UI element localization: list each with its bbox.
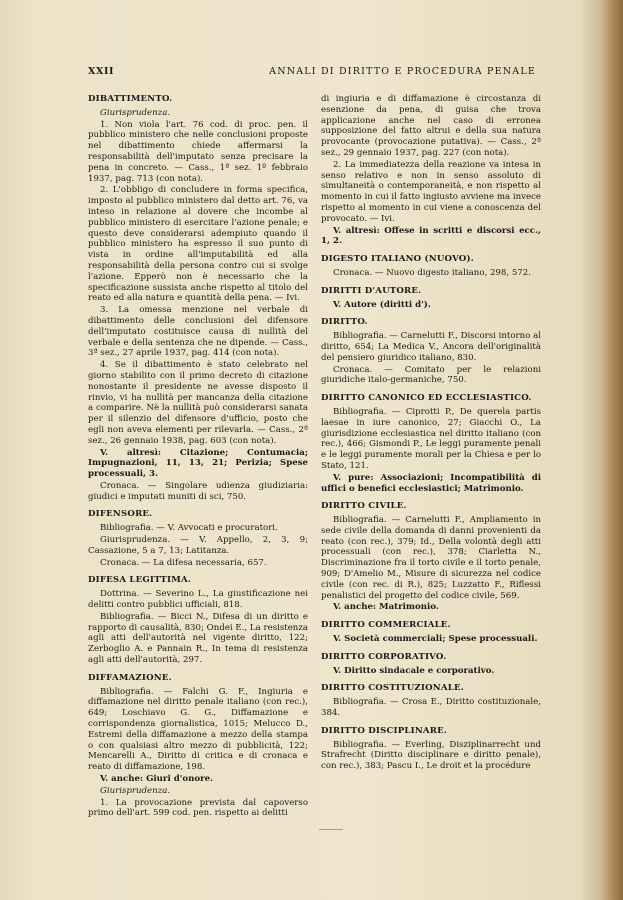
bibliografia-line: Bibliografia. — Ciprotti P., De querela partis laesae in iure canonico, 27; Giacchi O., La giurisdizione ecclesiastica nel diritto italiano (con rec.), 466; Gismondi P., Le leggi puramente penali e le leggi puramente morali per la Chiesa e per lo Stato, 121. [321,406,541,471]
bibliografia-line: Bibliografia. — Falchi G. F., Ingiuria e diffamazione nel diritto penale italiano (con rec.), 649; Loschiavo G. G., Diffamazione e corrispondenza giornalistica, 1015; Melucco D., Estremi della diffamazione a mezzo della stampa o con qualsiasi altro mezzo di pubblicità, 122; Mencarelli A., Diritto di critica e di cronaca e reato di diffamazione, 198. [88,686,308,773]
entry-title-diritto-civile: DIRITTO CIVILE. [321,501,407,512]
entry-title-diritto-costituzionale: DIRITTO COSTITUZIONALE. [321,683,464,694]
entry-title-difesa-legittima: DIFESA LEGITTIMA. [88,575,192,586]
cronaca-line: Cronaca. — Comitato per le relazioni giuridiche italo-germaniche, 750. [321,364,541,386]
see-reference: V. Diritto sindacale e corporativo. [333,665,495,676]
running-title: ANNALI DI DIRITTO E PROCEDURA PENALE [269,66,536,77]
page-number: XXII [88,66,115,77]
bibliografia-line: Bibliografia. — Carnelutti F., Ampliamento in sede civile della domanda di danni provenienti da reato (con rec.), 379; Id., Della volontà degli atti processuali (con rec.), 378; Ciarletta N., Discriminazione fra il torto civile e il torto penale, 909; D'Amelio M., Misure di sicurezza nel codice civile (con rec. di R.), 825; Luzzatto F., Riflessi penalistici del progetto del codice civile, 569. [321,515,541,601]
giurisprudenza-line: Giurisprudenza. — V. Appello, 2, 3, 9; Cassazione, 5 a 7, 13; Latitanza. [88,535,308,556]
entry-title-dibattimento: DIBATTIMENTO. [88,94,173,104]
dottrina-line: Dottrina. — Severino L., La giustificazione nei delitti contro pubblici ufficiali, 818. [88,589,308,611]
paragraph: 3. La omessa menzione nel verbale di dibattimento delle conclusioni del difensore dell'imputato costituisce causa di nullità del verbale e della sentenza che ne dipende. — Cass., 3ª sez., 27 aprile 1937, pag. 414 (con nota). [88,305,308,359]
see-also: V. altresì: Offese in scritti e discorsi ecc., 1, 2. [321,225,541,247]
entry-title-diritto-disciplinare: DIRITTO DISCIPLINARE. [321,725,448,736]
cronaca-line: Cronaca. — La difesa necessaria, 657. [100,557,267,568]
bibliografia-line: Bibliografia. — V. Avvocati e procuratori. [100,523,278,534]
cronaca-line: Cronaca. — Nuovo digesto italiano, 298, 572. [333,267,531,278]
see-also: V. anche: Giuri d'onore. [100,774,214,785]
see-reference: V. Società commerciali; Spese processuali. [333,634,538,645]
bibliografia-line: Bibliografia. — Crosa E., Diritto costituzionale, 384. [321,697,541,719]
entry-title-diffamazione: DIFFAMAZIONE. [88,672,172,683]
entry-title-digesto: DIGESTO ITALIANO (NUOVO). [321,254,474,265]
entry-title-diritto-canonico: DIRITTO CANONICO ED ECCLESIASTICO. [321,393,532,404]
left-column [88,94,308,820]
see-reference: V. Autore (diritti d'). [333,299,431,310]
subhead-giurisprudenza: Giurisprudenza. [100,107,171,118]
see-also: V. altresì: Citazione; Contumacia; Impugnazioni, 11, 13, 21; Perizia; Spese processuali, 3. [88,447,308,480]
entry-title-diritto-corporativo: DIRITTO CORPORATIVO. [321,651,447,662]
see-also: V. pure: Associazioni; Incompatibilità di uffici o benefici ecclesiastici; Matrimonio. [321,472,541,494]
see-also: V. anche: Matrimonio. [333,602,439,613]
paragraph: 2. L'obbligo di concludere in forma specifica, imposto al pubblico ministero dal detto art. 76, va inteso in relazione al dovere che incombe al pubblico ministero di esercitare l'azione penale; e questo deve considerarsi adempiuto quando il pubblico ministero ha espresso il suo punto di vista in ordine all'imputabilità ed alla responsabilità della persona contro cui si svolge l'azione. Epperò non è necessario che la specificazione sussista anche rispetto al titolo del reato ed alla natura e quantità della pena. — Ivi. [88,185,308,304]
paragraph-continued: di ingiuria e di diffamazione è circostanza di esenzione da pena, di guisa che trova applicazione anche nel caso di erronea supposizione del fatto altrui e della sua natura provocante (provocazione putativa). — Cass., 2ª sez., 29 gennaio 1937, pag. 227 (con nota). [321,94,541,158]
subhead-giurisprudenza: Giurisprudenza. [100,785,171,796]
bottom-printer-mark [319,829,343,833]
bibliografia-line: Bibliografia. — Bicci N., Difesa di un diritto e rapporto di causalità, 830; Ondei E., La resistenza agli atti dell'autorità nel vigente diritto, 122; Zerboglio A. e Pannain R., In tema di resistenza agli atti dell'autorità, 297. [88,611,308,666]
entry-title-diritti-autore: DIRITTI D'AUTORE. [321,285,422,296]
entry-title-difensore: DIFENSORE. [88,509,153,520]
entry-title-diritto-commerciale: DIRITTO COMMERCIALE. [321,620,451,631]
bibliografia-line: Bibliografia. — Everling, Disziplinarrecht und Strafrecht (Diritto disciplinare e diritto penale), con rec.), 383; Pascu I., Le droit et la procédure [321,739,541,772]
cronaca-line: Cronaca. — Singolare udienza giudiziaria: giudici e imputati muniti di sci, 750. [88,480,308,502]
paragraph: 1. Non viola l'art. 76 cod. di proc. pen. il pubblico ministero che nelle conclusioni proposte nel dibattimento chiede affermarsi la responsabilità dell'imputato senza precisare la pena in concreto. — Cass., 1ª sez. 1º febbraio 1937, pag. 713 (con nota). [88,119,308,184]
entry-title-diritto: DIRITTO. [321,317,368,328]
bibliografia-line: Bibliografia. — Carnelutti F., Discorsi intorno al diritto, 654; La Medica V., Ancora dell'originalità del pensiero giuridico italiano, 830. [321,331,541,363]
running-header [88,66,536,80]
paragraph: 1. La provocazione prevista dal capoverso primo dell'art. 599 cod. pen. rispetto ai delitti [88,797,308,819]
paragraph: 4. Se il dibattimento è stato celebrato nel giorno stabilito con il primo decreto di citazione nonostante il presidente ne avesse disposto il rinvio, vi ha nullità per mancanza della citazione a comparire. Nè la nullità può considerarsi sanata per il silenzio del difensore d'ufficio, posto che egli non aveva elementi per rilevarla. — Cass., 2ª sez., 26 gennaio 1938, pag. 603 (con nota). [88,360,308,446]
paragraph: 2. La immediatezza della reazione va intesa in senso relativo e non in senso assoluto di simultaneità o contemporaneità, e non rispetto al momento in cui il fatto ingiusto avviene ma invece rispetto al momento in cui viene a conoscenza del provocato. — Ivi. [321,159,541,224]
page-edge-shadow [601,0,623,900]
right-column [321,94,541,773]
